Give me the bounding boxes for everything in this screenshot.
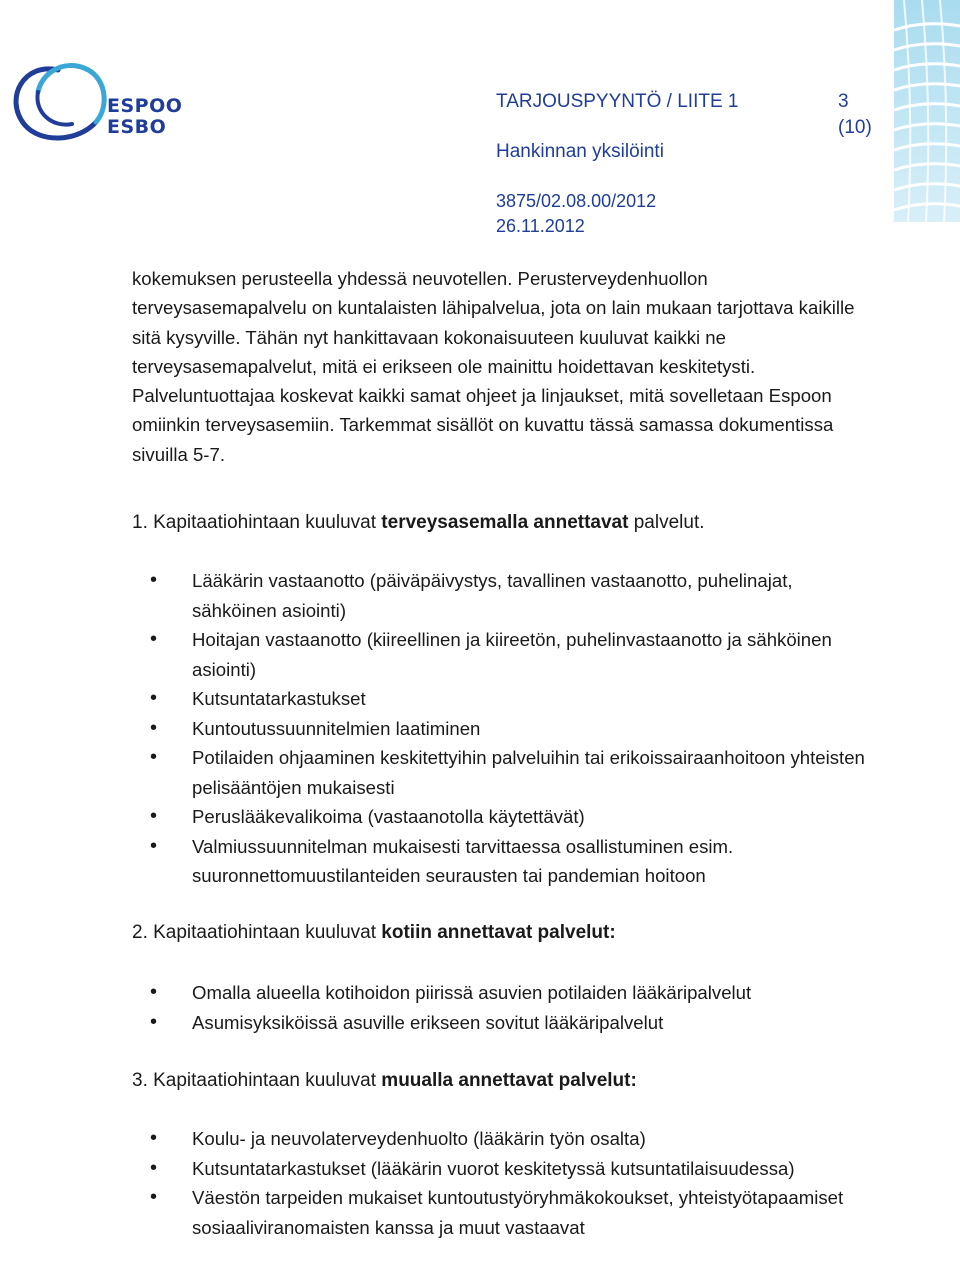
list-item: • Peruslääkevalikoima (vastaanotolla käytettävät) <box>150 802 870 832</box>
section-2-heading <box>132 922 616 944</box>
section-3-heading <box>132 1070 637 1092</box>
page-total: (10) <box>838 117 872 138</box>
list-item: • Hoitajan vastaanotto (kiireellinen ja kiireetön, puhelinvastaanotto ja sähköinen asiointi) <box>150 625 870 684</box>
list-item: • Kutsuntatarkastukset (lääkärin vuorot keskitetyssä kutsuntatilaisuudessa) <box>150 1154 870 1184</box>
list-item: • Asumisyksiköissä asuville erikseen sovitut lääkäripalvelut <box>150 1008 870 1038</box>
list-item: • Kutsuntatarkastukset <box>150 684 870 714</box>
section-1-bold: terveysasemalla annettavat <box>381 512 629 533</box>
page-number: 3 <box>838 91 849 112</box>
corner-stripes-decoration <box>884 0 960 222</box>
list-item: • Kuntoutussuunnitelmien laatiminen <box>150 714 870 744</box>
logo-line-2: ESBO <box>107 116 167 138</box>
intro-paragraph: kokemuksen perusteella yhdessä neuvotellen. Perusterveydenhuollon terveysasemapalvelu on kuntalaisten lähipalvelua, jota on lain mukaan tarjottava kaikille sitä kysyville. Tähän nyt hankittavaan kokonaisuuteen kuuluvat kaikki ne terveysasemapalvelut, mitä ei erikseen ole mainittu hoidettavan keskitetysti. Palveluntuottajaa koskevat kaikki samat ohjeet ja linjaukset, mitä sovelletaan Espoon omiinkin terveysasemiin. Tarkemmat sisällöt on kuvattu tässä samassa dokumentissa sivuilla 5-7. <box>132 268 855 465</box>
section-2-prefix: 2. Kapitaatiohintaan kuuluvat <box>132 922 382 943</box>
document-subtitle: Hankinnan yksilöinti <box>496 141 664 162</box>
section-2-bold: kotiin annettavat palvelut: <box>381 922 616 943</box>
section-3-prefix: 3. Kapitaatiohintaan kuuluvat <box>132 1070 382 1091</box>
section-2-list <box>150 978 870 1037</box>
list-item: • Valmiussuunnitelman mukaisesti tarvittaessa osallistuminen esim. suuronnettomuustilanteiden seurausten tai pandemian hoitoon <box>150 832 870 891</box>
document-title: TARJOUSPYYNTÖ / LIITE 1 <box>496 91 739 112</box>
list-item: • Koulu- ja neuvolaterveydenhuolto (lääkärin työn osalta) <box>150 1124 870 1154</box>
reference-number: 3875/02.08.00/2012 <box>496 191 657 211</box>
logo-line-1: ESPOO <box>107 95 183 117</box>
section-1-heading <box>132 512 705 534</box>
list-item: • Väestön tarpeiden mukaiset kuntoutustyöryhmäkokoukset, yhteistyötapaamiset sosiaaliviranomaisten kanssa ja muut vastaavat <box>150 1183 870 1242</box>
document-date: 26.11.2012 <box>496 216 585 236</box>
section-3-list <box>150 1124 870 1242</box>
section-1-suffix: palvelut. <box>628 512 705 533</box>
list-item: • Lääkärin vastaanotto (päiväpäivystys, tavallinen vastaanotto, puhelinajat, sähköinen asiointi) <box>150 566 870 625</box>
list-item: • Potilaiden ohjaaminen keskitettyihin palveluihin tai erikoissairaanhoitoon yhteisten pelisääntöjen mukaisesti <box>150 743 870 802</box>
section-1-list <box>150 566 870 891</box>
list-item: • Omalla alueella kotihoidon piirissä asuvien potilaiden lääkäripalvelut <box>150 978 870 1008</box>
section-1-prefix: 1. Kapitaatiohintaan kuuluvat <box>132 512 382 533</box>
section-3-bold: muualla annettavat palvelut: <box>381 1070 637 1091</box>
espoo-logo-text <box>107 96 182 138</box>
